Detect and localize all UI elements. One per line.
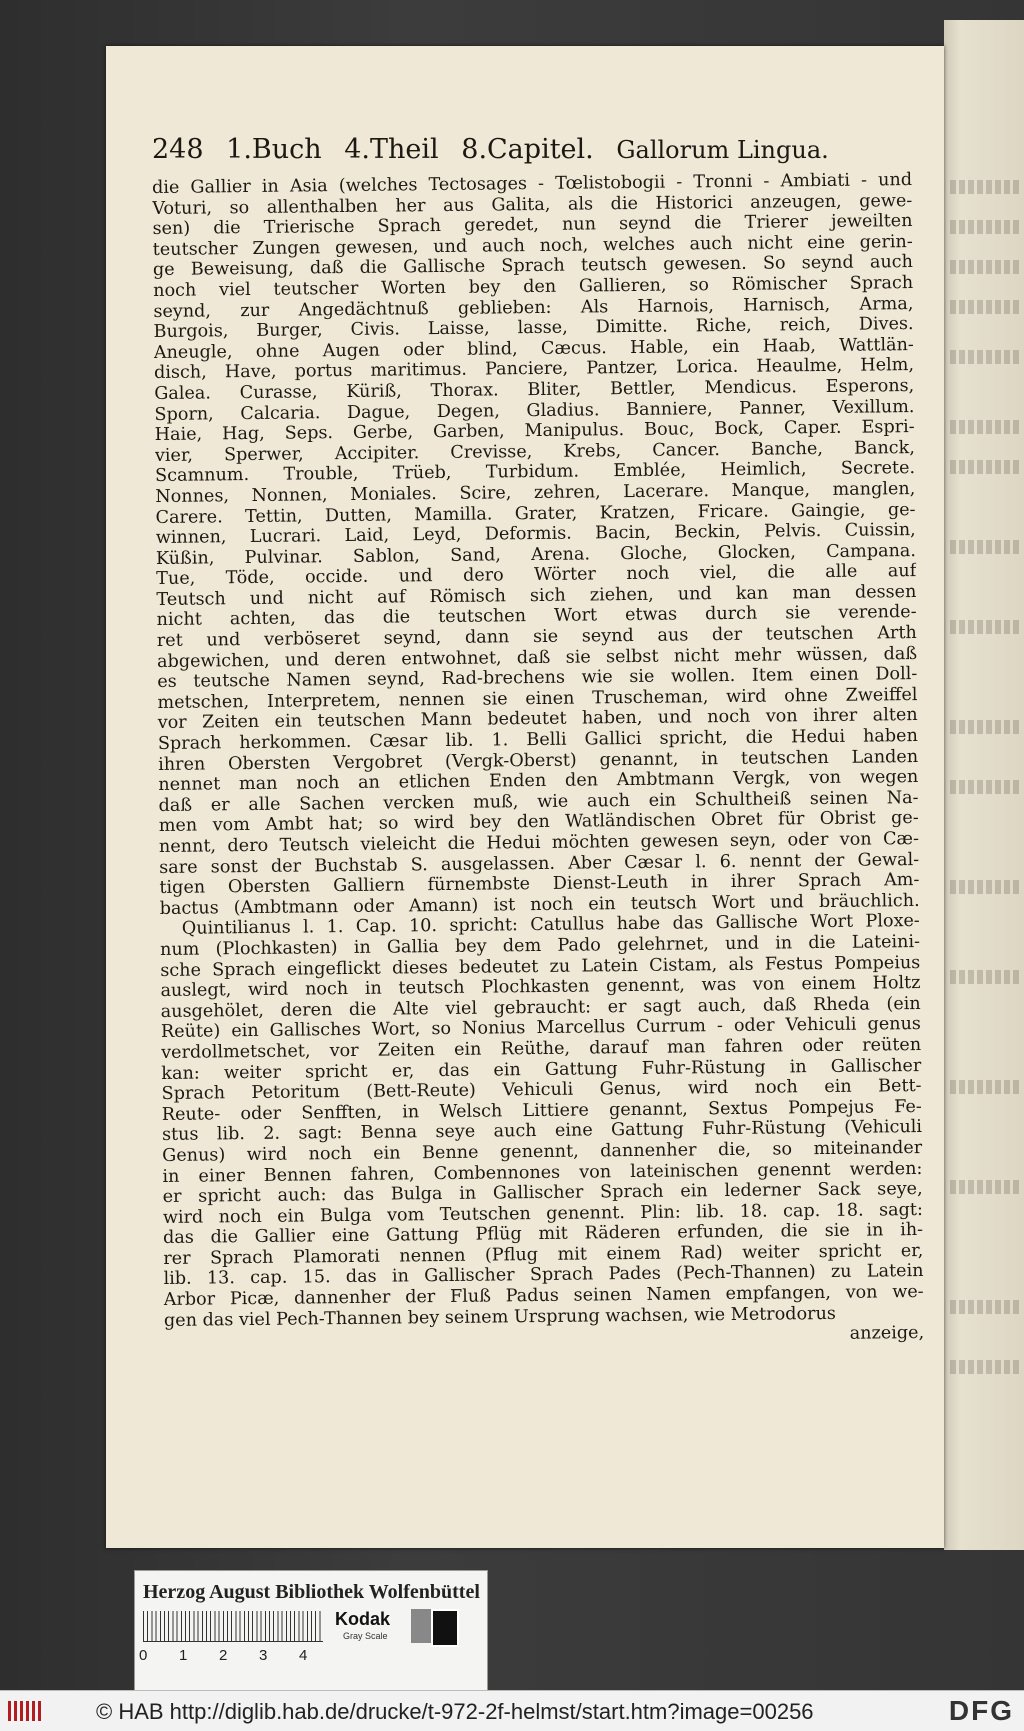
text-line: sche Sprach eingeflickt dieses bedeutet zu Latein Cistam, als Festus Pompeius [160,952,921,981]
text-line: ihren Obersten Vergobret (Vergk-Oberst) genannt, in teutschen Landen [158,746,919,775]
scale-number: 2 [219,1647,228,1664]
scale-ruler [143,1611,323,1642]
text-line: stus lib. 2. sagt: Benna seye auch eine Gattung Fuhr-Rüstung (Vehiculi [161,1117,923,1146]
text-line: Küßin, Pulvinar. Sablon, Sand, Arena. Gloche, Glocken, Campana. [155,540,917,569]
text-line: abgewichen, und deren entwohnet, daß sie selbst nicht mehr wüssen, daß [156,643,918,672]
text-line: auslegt, wird noch in teutsch Plochkasten genennt, was von einem Holtz [160,973,921,1002]
text-line: Arbor Picæ, dannenher der Fluß Padus seinen Namen empfangen, von we- [163,1282,924,1311]
text-line: er spricht auch: das Bulga in Gallischer Sprach ein lederner Sack seye, [162,1179,923,1208]
text-line: wird noch ein Bulga vom Teutschen genennt. Plin: lib. 18. cap. 18. sagt: [162,1199,923,1228]
text-line: Genus) wird noch ein Benne genennt, dannenher die, so miteinander [162,1137,923,1166]
header-title: Gallorum Lingua. [616,136,829,164]
page-number: 248 [152,134,204,165]
text-line: Haie, Hag, Seps. Gerbe, Garben, Manipulus. Bouc, Bock, Caper. Espri- [154,417,915,446]
text-line: Teutsch und nicht auf Römisch sich ziehen, und kan man dessen [156,581,917,610]
text-line: ausgehölet, deren die Alte viel gebraucht: er sagt auch, daß Rheda (ein [160,993,921,1022]
text-line: verdollmetschet, vor Zeiten ein Reüthe, darauf man fahren oder reüten [161,1034,922,1063]
scale-number: 0 [139,1647,148,1664]
text-line: Tue, Töde, occide. und dero Wörter noch viel, die alle auf [156,561,917,590]
text-line: teutscher Zungen gewesen, und auch noch, welches auch nicht eine gerin- [152,231,913,260]
text-line: Scamnum. Trouble, Trüeb, Turbidum. Emblée, Heimlich, Secrete. [155,458,916,487]
bleed-through-text [950,1080,1020,1094]
bleed-through-text [950,1300,1020,1314]
text-line: noch viel teutscher Worten bey den Gallieren, so Römischer Sprach [153,273,914,301]
text-line: kan: weiter spricht er, das ein Gattung Fuhr-Rüstung in Gallischer [161,1055,922,1084]
bleed-through-text [950,540,1020,554]
text-line: winnen, Lucrari. Laid, Leyd, Deformis. Bacin, Beckin, Pelvis. Cuissin, [155,520,916,549]
text-line: die Gallier in Asia (welches Tectosages - Tœlistobogii - Tronni - Ambiati - und [152,170,913,198]
text-line: gen das viel Pech-Thannen bey seinem Ursprung wachsen, wie Metrodorus [163,1303,836,1331]
bleed-through-text [950,780,1020,794]
text-line: rer Sprach Plamorati nennen (Pflug mit einem Rad) weiter spricht er, [163,1240,924,1269]
text-line: ge Beweisung, daß die Gallische Sprach teutsch gewesen. So seynd auch [152,252,914,281]
text-line: metschen, Interpretem, nennen sie einen Truscheman, wird ohne Zweiffel [157,684,918,713]
text-line: Quintilianus l. 1. Cap. 10. spricht: Catullus habe das Gallische Wort Ploxe- [181,911,920,940]
text-line: nennet man noch an etlichen Enden den Ambtmann Vergk, von wegen [158,767,919,796]
dfg-logo: DFG [948,1695,1014,1726]
next-page-edge [944,20,1024,1550]
book-label: 1.Buch [226,134,322,165]
text-line: Aneugle, ohne Augen oder blind, Cæcus. Hable, ein Haab, Wattlän- [153,334,914,363]
text-line: Reute- oder Senfften, in Welsch Littiere genannt, Sextus Pompejus Fe- [161,1096,922,1125]
text-line: bactus (Ambtmann oder Amann) ist noch ein teutsch Wort und bräuchlich. [159,890,920,919]
black-patch [431,1609,459,1647]
text-line: Galea. Curasse, Küriß, Thorax. Bliter, Bettler, Mendicus. Esperons, [154,375,915,404]
text-line: disch, Have, portus maritimus. Panciere, Pantzer, Lorica. Heaulme, Helm, [153,355,915,384]
body-text [152,170,924,1352]
kodak-brand: Kodak [335,1609,391,1629]
bleed-through-text [950,620,1020,634]
color-target [134,1570,488,1702]
text-line: tigen Obersten Galliern fürnembste Dienst-Leuth in ihrer Sprach Am- [159,870,920,899]
text-line: sare sonst der Buchstab S. ausgelassen. Aber Cæsar l. 6. nennt der Gewal- [159,849,920,878]
text-line: Nonnes, Nonnen, Moniales. Scire, zehren, Lacerare. Manque, manglen, [155,478,916,507]
text-line: das die Gallier eine Gattung Pflüg mit Räderen erfunden, die sie in ih- [162,1220,924,1249]
viewer-footer [0,1690,1024,1731]
text-line: daß er alle Sachen vercken muß, wie auch ein Schultheiß seinen Na- [158,787,919,816]
gray-patch [411,1609,431,1643]
scale-number: 3 [259,1647,268,1664]
text-line: ret und verböseret seynd, dann sie seynd aus der teutschen Arth [156,623,917,652]
text-line: num (Plochkasten) in Gallia bey dem Pado gelehrnet, und in die Lateini- [159,931,921,960]
bleed-through-text [950,260,1020,274]
text-line: Sprach herkommen. Cæsar lib. 1. Belli Gallici spricht, die Hedui haben [157,726,918,754]
text-line: nicht achten, das die teutschen Wort etwas durch sie verende- [156,602,917,631]
scale-number: 4 [299,1647,308,1664]
bleed-through-text [950,1360,1020,1374]
text-line: vier, Sperwer, Accipiter. Crevisse, Krebs, Cancer. Banche, Banck, [154,437,915,466]
part-label: 4.Theil [344,134,439,165]
bleed-through-text [950,300,1020,314]
text-line: Voturi, so allenthalben her aus Galita, als die Historici anzeugen, gewe- [152,190,913,219]
gray-scale-label: Gray Scale [343,1631,388,1641]
text-line: Sporn, Calcaria. Dague, Degen, Gladius. Banniere, Panner, Vexillum. [154,396,915,425]
scale-numbers [139,1647,339,1664]
bleed-through-text [950,970,1020,984]
bleed-through-text [950,220,1020,234]
source-url-credit[interactable]: © HAB http://diglib.hab.de/drucke/t-972-2f-helmst/start.htm?image=00256 [96,1699,814,1724]
bleed-through-text [950,420,1020,434]
text-line: sen) die Trierische Sprach geredet, nun seynd die Trierer jeweilten [152,211,913,240]
text-line: Carere. Tettin, Dutten, Mamilla. Grater, Kratzen, Fricare. Gaingie, ge- [155,499,916,528]
running-header [152,134,832,174]
hab-logo-icon [6,1697,46,1725]
text-line: es teutsche Namen seynd, Rad-brechens wie sie wollen. Item einen Doll- [157,664,918,693]
catchword: anzeige, [849,1323,925,1345]
bleed-through-text [950,720,1020,734]
bleed-through-text [950,880,1020,894]
bleed-through-text [950,1180,1020,1194]
bleed-through-text [950,460,1020,474]
library-name: Herzog August Bibliothek Wolfenbüttel [143,1581,480,1603]
bleed-through-text [950,180,1020,194]
scale-number: 1 [179,1647,188,1664]
text-line: seynd, zur Angedächtnuß geblieben: Als Harnois, Harnisch, Arma, [153,293,914,322]
text-line: in einer Bennen fahren, Combennones von lateinischen genennt werden: [162,1158,923,1187]
text-line: vor Zeiten ein teutschen Mann bedeutet haben, und noch von ihrer alten [157,705,918,734]
text-line: Sprach Petoritum (Bett-Reute) Vehiculi Genus, wird noch ein Bett- [161,1076,922,1105]
text-line: Reüte) ein Gallisches Wort, so Nonius Marcellus Currum - oder Vehiculi genus [160,1014,922,1043]
text-line: Burgois, Burger, Civis. Laisse, lasse, Dimitte. Riche, reich, Dives. [153,314,914,343]
text-line: men vom Ambt hat; so wird bey den Watländischen Obret für Obrist ge- [158,808,919,837]
text-line: nennt, dero Teutsch vieleicht die Hedui möchten gewesen seyn, oder von Cæ- [158,829,920,857]
bleed-through-text [950,350,1020,364]
chapter-label: 8.Capitel. [461,134,594,165]
text-line: lib. 13. cap. 15. das in Gallischer Sprach Pades (Pech-Thannen) zu Latein [163,1261,924,1290]
